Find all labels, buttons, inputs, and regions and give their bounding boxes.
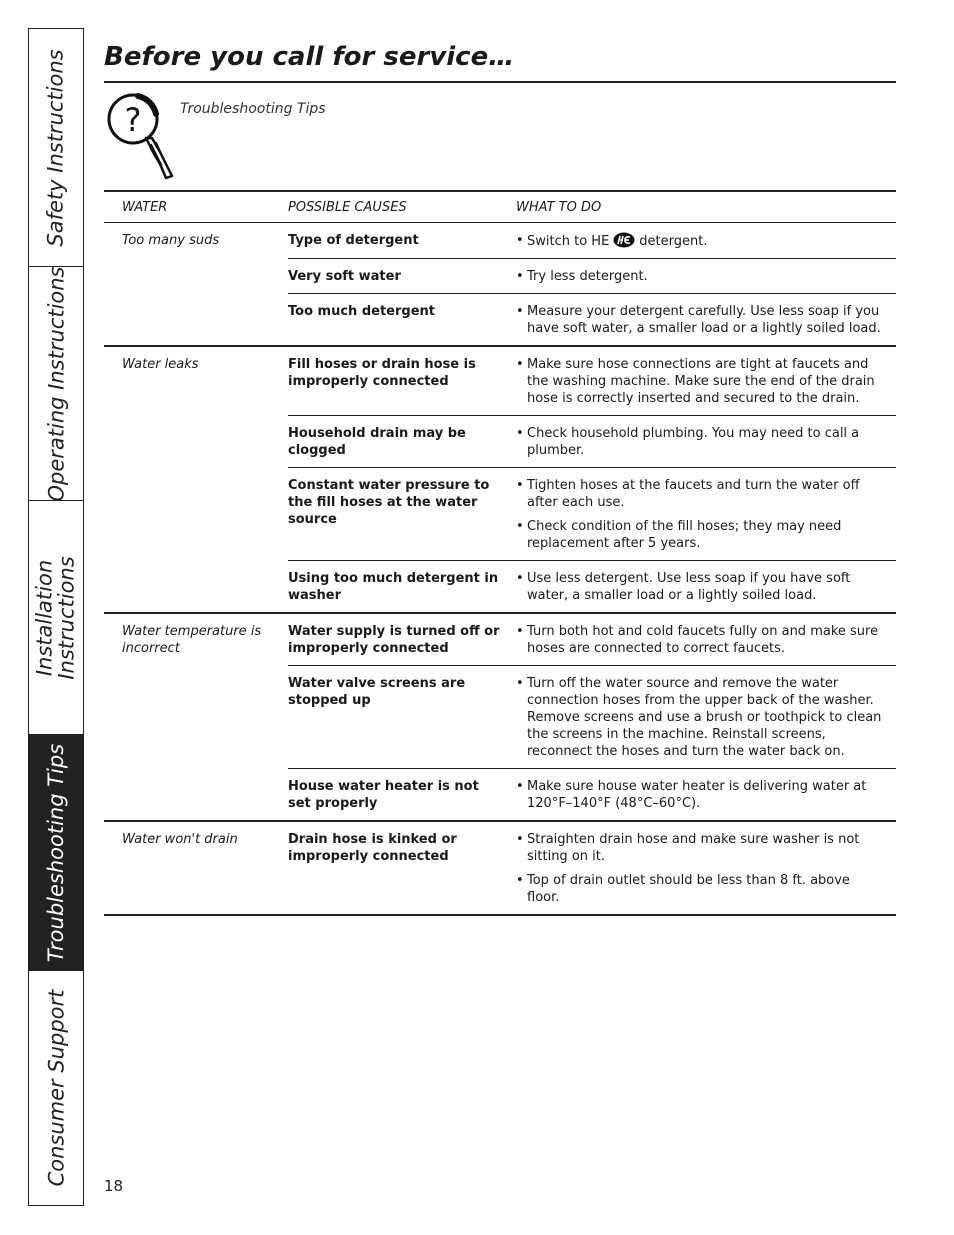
action-text: Make sure hose connections are tight at faucets and the washing machine. Make sure the end of the drain hose is correctly inserted and secured to the drain. — [527, 357, 875, 406]
problem-label: Water won't drain — [122, 832, 238, 847]
page-title: Before you call for service… — [104, 42, 515, 72]
list-item — [516, 268, 884, 285]
list-item — [516, 232, 884, 250]
he-logo-icon — [613, 232, 635, 248]
tab-installation-instructions[interactable] — [29, 501, 83, 735]
bullet-icon: • — [516, 873, 524, 888]
what-to-do — [516, 675, 896, 760]
possible-cause: Very soft water — [288, 269, 401, 284]
action-text: Tighten hoses at the faucets and turn the water off after each use. — [527, 478, 860, 510]
action-text: Check household plumbing. You may need to call a plumber. — [527, 426, 860, 458]
table-body — [104, 223, 896, 914]
tab-label: Installation Instructions — [33, 555, 79, 680]
action-text: Straighten drain hose and make sure washer is not sitting on it. — [527, 832, 860, 864]
tab-label: Safety Instructions — [44, 48, 68, 247]
list-item — [516, 675, 884, 760]
bullet-icon: • — [516, 233, 524, 248]
possible-cause: House water heater is not set properly — [288, 779, 479, 811]
section-subtitle: Troubleshooting Tips — [180, 101, 326, 117]
list-item — [516, 570, 884, 604]
possible-cause: Water valve screens are stopped up — [288, 676, 466, 708]
bullet-icon: • — [516, 519, 524, 534]
table-row — [288, 468, 896, 561]
list-item — [516, 425, 884, 459]
question-mark-icon — [104, 92, 176, 184]
troubleshooting-table — [104, 190, 896, 916]
action-text: Check condition of the fill hoses; they may need replacement after 5 years. — [527, 519, 842, 551]
what-to-do — [516, 232, 896, 250]
tab-safety-instructions[interactable] — [29, 29, 83, 267]
column-header-what-to-do: WHAT TO DO — [516, 199, 602, 215]
problem-group — [104, 347, 896, 614]
what-to-do — [516, 303, 896, 337]
what-to-do — [516, 356, 896, 407]
bullet-icon: • — [516, 676, 524, 691]
possible-cause: Type of detergent — [288, 233, 419, 248]
action-text: Turn both hot and cold faucets fully on and make sure hoses are connected to correct faucets. — [527, 624, 879, 656]
list-item — [516, 303, 884, 337]
action-text: Top of drain outlet should be less than 8 ft. above floor. — [527, 873, 850, 905]
action-text: Try less detergent. — [527, 269, 648, 284]
bullet-icon: • — [516, 426, 524, 441]
cause-rows — [288, 614, 896, 820]
table-row — [288, 416, 896, 468]
what-to-do — [516, 425, 896, 459]
tab-label: Troubleshooting Tips — [44, 743, 68, 962]
action-text — [527, 232, 707, 250]
title-divider — [104, 81, 896, 83]
what-to-do — [516, 778, 896, 812]
possible-cause: Drain hose is kinked or improperly connected — [288, 832, 457, 864]
table-row — [288, 822, 896, 914]
list-item — [516, 623, 884, 657]
possible-cause: Constant water pressure to the fill hoses at the water source — [288, 478, 490, 527]
cause-rows — [288, 223, 896, 345]
column-header-water: WATER — [122, 199, 168, 215]
possible-cause: Household drain may be clogged — [288, 426, 466, 458]
list-item — [516, 518, 884, 552]
what-to-do — [516, 570, 896, 604]
what-to-do — [516, 623, 896, 657]
table-row — [288, 294, 896, 345]
tab-troubleshooting-tips[interactable] — [29, 735, 83, 971]
table-row — [288, 347, 896, 416]
table-row — [288, 223, 896, 259]
tab-operating-instructions[interactable] — [29, 267, 83, 501]
action-text: Use less detergent. Use less soap if you have soft water, a smaller load or a lightly soiled load. — [527, 571, 851, 603]
cause-rows — [288, 822, 896, 914]
table-header-row — [104, 192, 896, 223]
possible-cause: Using too much detergent in washer — [288, 571, 499, 603]
problem-group — [104, 223, 896, 347]
list-item — [516, 356, 884, 407]
problem-label: Too many suds — [122, 233, 220, 248]
list-item — [516, 477, 884, 511]
problem-group — [104, 614, 896, 822]
problem-group — [104, 822, 896, 914]
list-item — [516, 831, 884, 865]
table-row — [288, 614, 896, 666]
table-row — [288, 259, 896, 294]
bullet-icon: • — [516, 269, 524, 284]
action-text-before: Switch to HE — [527, 234, 610, 249]
action-text: Make sure house water heater is delivering water at 120°F–140°F (48°C–60°C). — [527, 779, 867, 811]
problem-label: Water leaks — [122, 357, 199, 372]
bullet-icon: • — [516, 357, 524, 372]
problem-label: Water temperature is incorrect — [122, 624, 262, 656]
list-item — [516, 872, 884, 906]
table-row — [288, 769, 896, 820]
svg-text:?: ? — [124, 101, 142, 139]
tab-label: Consumer Support — [44, 989, 68, 1186]
table-row — [288, 666, 896, 769]
action-text: Turn off the water source and remove the water connection hoses from the upper back of the washer. Remove screens and use a brush or toothpick to clean the screens in the machine. Reinstall screens, reconnect the hoses and turn the water back on. — [527, 676, 882, 759]
possible-cause: Too much detergent — [288, 304, 435, 319]
possible-cause: Fill hoses or drain hose is improperly connected — [288, 357, 476, 389]
page-number: 18 — [104, 1177, 124, 1195]
tab-label: Operating Instructions — [44, 266, 68, 501]
tab-consumer-support[interactable] — [29, 971, 83, 1204]
table-row — [288, 561, 896, 612]
bullet-icon: • — [516, 779, 524, 794]
list-item — [516, 778, 884, 812]
section-tabs — [28, 28, 84, 1206]
bullet-icon: • — [516, 478, 524, 493]
bullet-icon: • — [516, 832, 524, 847]
what-to-do — [516, 477, 896, 552]
column-header-possible-causes: POSSIBLE CAUSES — [288, 199, 407, 215]
action-text: Measure your detergent carefully. Use less soap if you have soft water, a smaller load or a lightly soiled load. — [527, 304, 881, 336]
cause-rows — [288, 347, 896, 612]
what-to-do — [516, 831, 896, 906]
action-text-after: detergent. — [639, 234, 708, 249]
possible-cause: Water supply is turned off or improperly connected — [288, 624, 500, 656]
what-to-do — [516, 268, 896, 285]
bullet-icon: • — [516, 624, 524, 639]
bullet-icon: • — [516, 571, 524, 586]
bullet-icon: • — [516, 304, 524, 319]
